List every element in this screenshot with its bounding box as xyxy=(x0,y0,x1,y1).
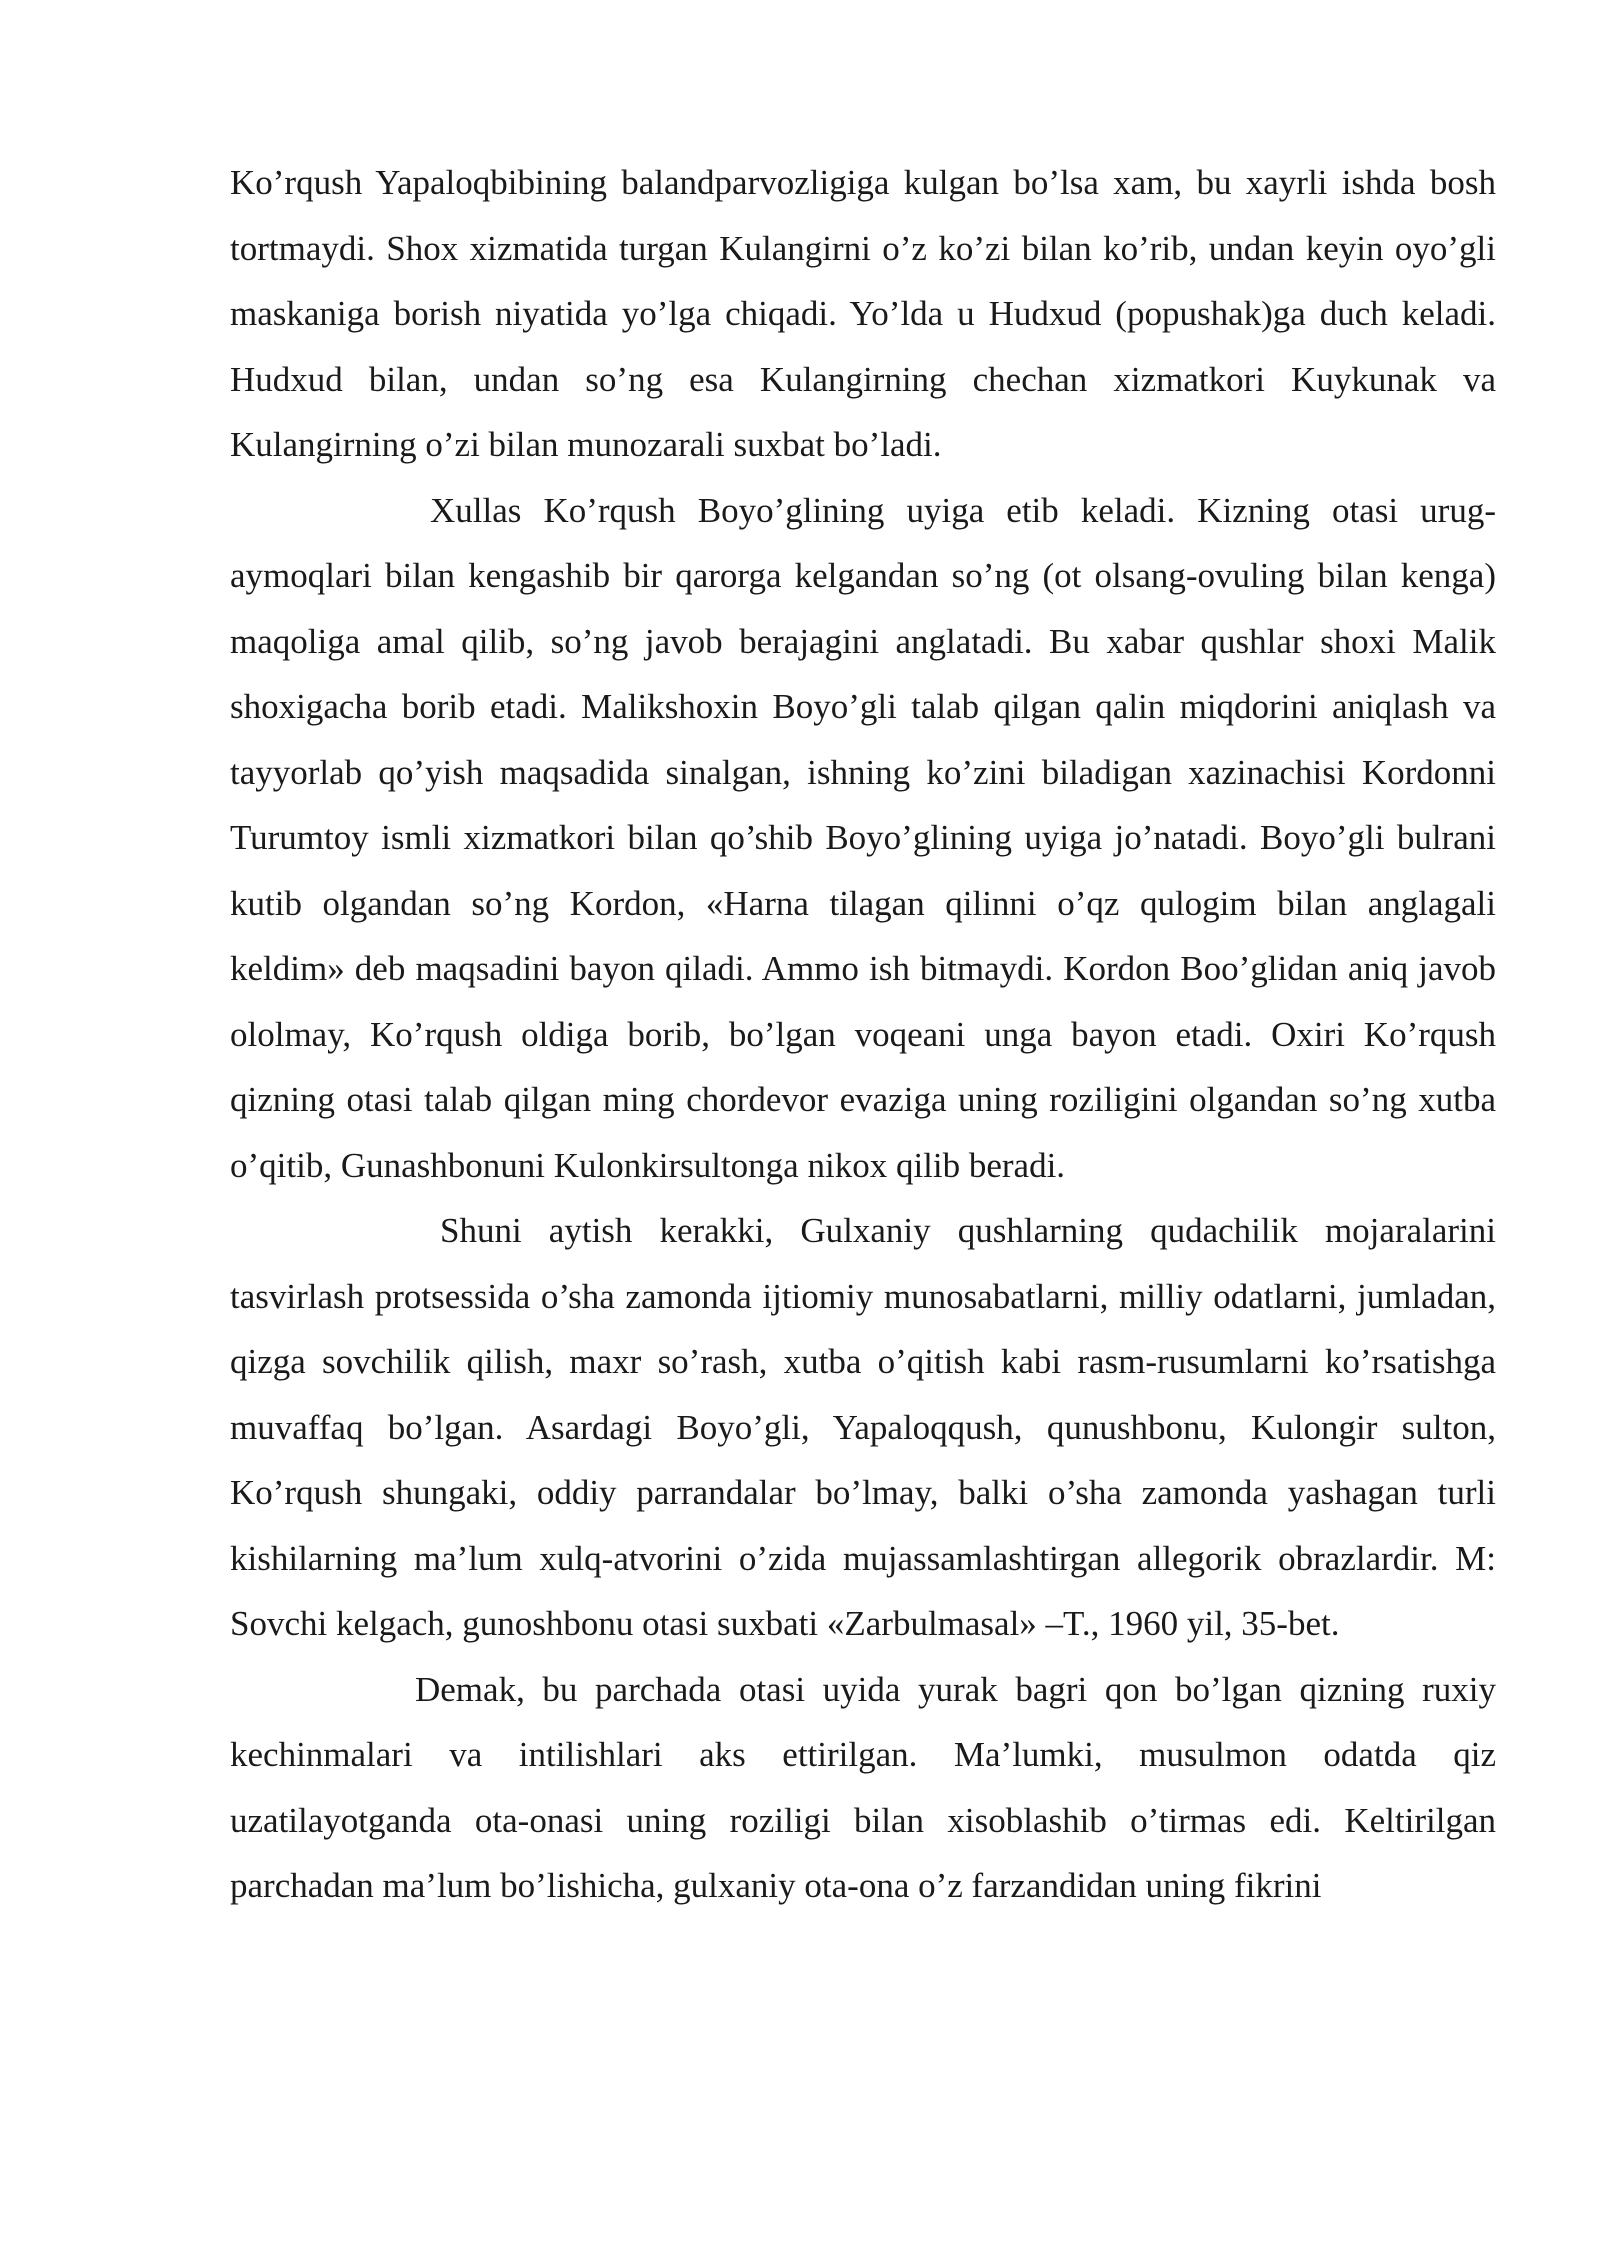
document-page xyxy=(230,150,1496,1919)
paragraph-2: Xullas Ko’rqush Boyo’glining uyiga etib keladi. Kizning otasi urug-aymoqlari bilan kengashib bir qarorga kelgandan so’ng (ot olsang-ovuling bilan kenga) maqoliga amal qilib, so’ng javob berajagini anglatadi. Bu xabar qushlar shoxi Malik shoxigacha borib etadi. Malikshoxin Boyo’gli talab qilgan qalin miqdorini aniqlash va tayyorlab qo’yish maqsadida sinalgan, ishning ko’zini biladigan xazinachisi Kordonni Turumtoy ismli xizmatkori bilan qo’shib Boyo’glining uyiga jo’natadi. Boyo’gli bulrani kutib olgandan so’ng Kordon, «Harna tilagan qilinni o’qz qulogim bilan anglagali keldim» deb maqsadini bayon qiladi. Ammo ish bitmaydi. Kordon Boo’glidan aniq javob ololmay, Ko’rqush oldiga borib, bo’lgan voqeani unga bayon etadi. Oxiri Ko’rqush qizning otasi talab qilgan ming chordevor evaziga uning roziligini olgandan so’ng xutba o’qitib, Gunashbonuni Kulonkirsultonga nikox qilib beradi. xyxy=(230,490,1496,1185)
paragraph-4: Demak, bu parchada otasi uyida yurak bagri qon bo’lgan qizning ruxiy kechinmalari va intilishlari aks ettirilgan. Ma’lumki, musulmon odatda qiz uzatilayotganda ota-onasi uning roziligi bilan xisoblashib o’tirmas edi. Keltirilgan parchadan ma’lum bo’lishicha, gulxaniy ota-ona o’z farzandidan uning fikrini xyxy=(230,1669,1496,1905)
paragraph-3: Shuni aytish kerakki, Gulxaniy qushlarning qudachilik mojaralarini tasvirlash protsessida o’sha zamonda ijtiomiy munosabatlarni, milliy odatlarni, jumladan, qizga sovchilik qilish, maxr so’rash, xutba o’qitish kabi rasm-rusumlarni ko’rsatishga muvaffaq bo’lgan. Asardagi Boyo’gli, Yapaloqqush, qunushbonu, Kulongir sulton, Ko’rqush shungaki, oddiy parrandalar bo’lmay, balki o’sha zamonda yashagan turli kishilarning ma’lum xulq-atvorini o’zida mujassamlashtirgan allegorik obrazlardir. M: Sovchi kelgach, gunoshbonu otasi suxbati «Zarbulmasal» –T., 1960 yil, 35-bet. xyxy=(230,1211,1496,1643)
paragraph-1: Ko’rqush Yapaloqbibining balandparvozligiga kulgan bo’lsa xam, bu xayrli ishda bosh tortmaydi. Shox xizmatida turgan Kulangirni o’z ko’zi bilan ko’rib, undan keyin oyo’gli maskaniga borish niyatida yo’lga chiqadi. Yo’lda u Hudxud (popushak)ga duch keladi. Hudxud bilan, undan so’ng esa Kulangirning chechan xizmatkori Kuykunak va Kulangirning o’zi bilan munozarali suxbat bo’ladi. xyxy=(230,163,1496,464)
